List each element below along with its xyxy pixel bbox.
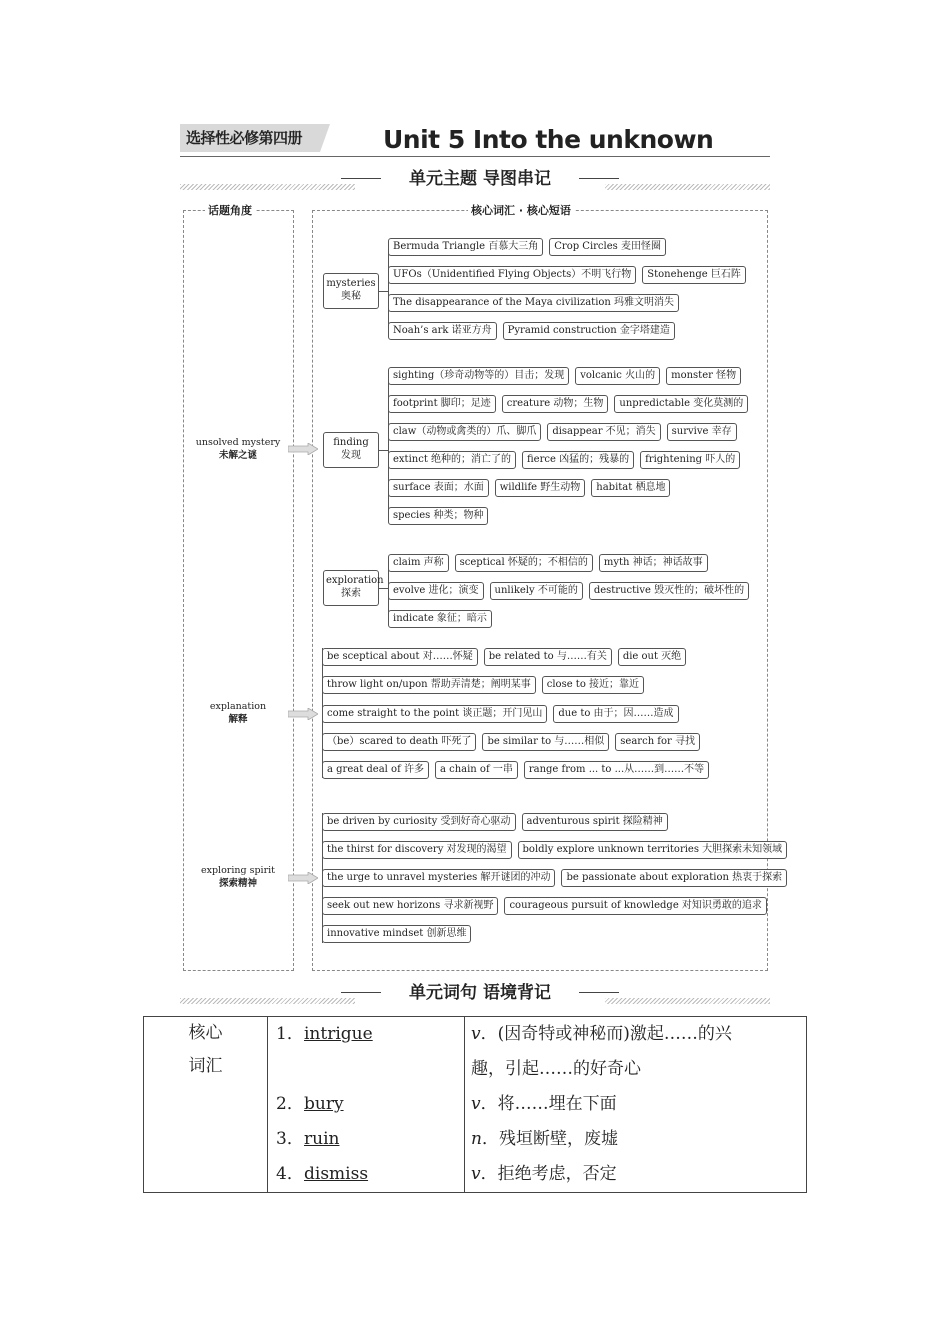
chip: unpredictable 变化莫测的 <box>614 395 748 413</box>
word-row: 3．ruin <box>276 1129 340 1149</box>
vocab-label-line: 词汇 <box>188 1056 223 1076</box>
header-rule <box>180 156 770 157</box>
vocab-word: ruin <box>304 1129 340 1149</box>
chip: adventurous spirit 探险精神 <box>522 813 668 831</box>
definition: n．残垣断壁，废墟 <box>471 1129 618 1149</box>
chip: be similar to 与……相似 <box>482 733 609 751</box>
chip: survive 幸存 <box>667 423 737 441</box>
definition: v．拒绝考虑，否定 <box>471 1164 617 1184</box>
definition: v．将……埋在下面 <box>471 1094 617 1114</box>
section2-title: 单元词句 语境背记 <box>409 983 551 1003</box>
chip: Stonehenge 巨石阵 <box>642 266 746 284</box>
category-en: finding <box>333 437 369 448</box>
vocab-word: intrigue <box>304 1024 373 1044</box>
chip: come straight to the point 谈正题；开门见山 <box>322 705 547 723</box>
chip: sceptical 怀疑的；不相信的 <box>455 554 593 572</box>
vocab-word: dismiss <box>304 1164 369 1184</box>
chip: （be）scared to death 吓死了 <box>322 733 476 751</box>
chip: range from ... to ...从……到……不等 <box>524 761 709 779</box>
chip: unlikely 不可能的 <box>490 582 583 600</box>
word-row: 1．intrigue <box>276 1024 373 1044</box>
chip: Crop Circles 麦田怪圈 <box>549 238 666 256</box>
chip: evolve 进化；演变 <box>388 582 484 600</box>
topic-exploring-spirit <box>183 864 293 890</box>
vocab-table <box>143 1016 807 1193</box>
topic-box-label: 话题角度 <box>205 204 255 218</box>
chip: The disappearance of the Maya civilization 玛雅文明消失 <box>388 294 679 312</box>
chip: creature 动物；生物 <box>502 395 609 413</box>
topic-zh: 未解之谜 <box>218 450 257 461</box>
chip: myth 神话；神话故事 <box>599 554 708 572</box>
chip: a great deal of 许多 <box>322 761 429 779</box>
chip: die out 灭绝 <box>618 648 686 666</box>
vocab-defs-cell <box>465 1017 807 1193</box>
word-row: 2．bury <box>276 1094 344 1114</box>
vocab-word: bury <box>304 1094 344 1114</box>
chip: surface 表面；水面 <box>388 479 489 497</box>
definition: v．(因奇特或神秘而)激起……的兴 <box>471 1024 732 1044</box>
category-zh: 探索 <box>341 588 361 599</box>
word-row: 4．dismiss <box>276 1164 369 1184</box>
book-tag: 选择性必修第四册 <box>180 124 320 152</box>
chip: Noah’s ark 诺亚方舟 <box>388 322 497 340</box>
topic-zh: 解释 <box>228 714 248 725</box>
category-zh: 发现 <box>341 450 361 461</box>
section1-title-wrap <box>355 168 605 190</box>
chip: the thirst for discovery 对发现的渴望 <box>322 841 512 859</box>
category-finding <box>323 432 379 468</box>
chip: destructive 毁灭性的；破坏性的 <box>589 582 749 600</box>
vocab-box-label: 核心词汇 · 核心短语 <box>468 204 574 218</box>
category-en: exploration <box>326 575 384 586</box>
arrow-right-icon <box>288 708 318 720</box>
chip: monster 怪物 <box>666 367 741 385</box>
chip: be driven by curiosity 受到好奇心驱动 <box>322 813 516 831</box>
chip: the urge to unravel mysteries 解开谜团的冲动 <box>322 869 555 887</box>
definition-cont: 趣，引起……的好奇心 <box>471 1059 641 1079</box>
topic-unsolved-mystery <box>183 436 293 462</box>
chip: a chain of 一串 <box>435 761 518 779</box>
topic-box <box>183 210 294 971</box>
chip: extinct 绝种的；消亡了的 <box>388 451 516 469</box>
chip: innovative mindset 创新思维 <box>322 925 471 943</box>
chip: seek out new horizons 寻求新视野 <box>322 897 498 915</box>
chip: sighting（珍奇动物等的）目击；发现 <box>388 367 569 385</box>
chip: search for 寻找 <box>615 733 700 751</box>
category-en: mysteries <box>326 278 376 289</box>
chip: UFOs（Unidentified Flying Objects）不明飞行物 <box>388 266 636 284</box>
chip: habitat 栖息地 <box>591 479 670 497</box>
chip: Pyramid construction 金字塔建造 <box>503 322 675 340</box>
chip: claim 声称 <box>388 554 449 572</box>
category-mysteries <box>323 273 379 309</box>
chip: indicate 象征；暗示 <box>388 610 492 628</box>
chip: boldly explore unknown territories 大胆探索未知领域 <box>518 841 788 859</box>
chip: disappear 不见；消失 <box>547 423 660 441</box>
chip: be passionate about exploration 热衷于探索 <box>561 869 787 887</box>
chip: close to 接近；靠近 <box>542 676 644 694</box>
chip: frightening 吓人的 <box>640 451 740 469</box>
unit-title: Unit 5 Into the unknown <box>383 125 714 154</box>
chip: claw（动物或禽类的）爪、脚爪 <box>388 423 541 441</box>
chip: Bermuda Triangle 百慕大三角 <box>388 238 543 256</box>
topic-en: explanation <box>209 701 267 712</box>
chip: species 种类；物种 <box>388 507 488 525</box>
topic-en: unsolved mystery <box>195 437 281 448</box>
chip: volcanic 火山的 <box>575 367 660 385</box>
topic-zh: 探索精神 <box>218 878 257 889</box>
chip: throw light on/upon 帮助弄清楚；阐明某事 <box>322 676 536 694</box>
section2-title-wrap <box>355 982 605 1004</box>
topic-explanation <box>183 700 293 726</box>
chip: wildlife 野生动物 <box>495 479 586 497</box>
topic-en: exploring spirit <box>200 865 275 876</box>
chip: due to 由于；因……造成 <box>553 705 678 723</box>
chip: footprint 脚印；足迹 <box>388 395 496 413</box>
vocab-label-line: 核心 <box>188 1023 223 1043</box>
vocab-words-cell <box>268 1017 465 1193</box>
chip: be sceptical about 对……怀疑 <box>322 648 478 666</box>
arrow-right-icon <box>288 872 318 884</box>
chip: fierce 凶猛的；残暴的 <box>522 451 634 469</box>
section1-title: 单元主题 导图串记 <box>409 169 551 189</box>
chip: courageous pursuit of knowledge 对知识勇敢的追求 <box>504 897 766 915</box>
category-exploration <box>323 570 384 606</box>
category-zh: 奥秘 <box>341 291 361 302</box>
chip: be related to 与……有关 <box>484 648 612 666</box>
vocab-label-cell <box>144 1017 268 1193</box>
arrow-right-icon <box>288 443 318 455</box>
